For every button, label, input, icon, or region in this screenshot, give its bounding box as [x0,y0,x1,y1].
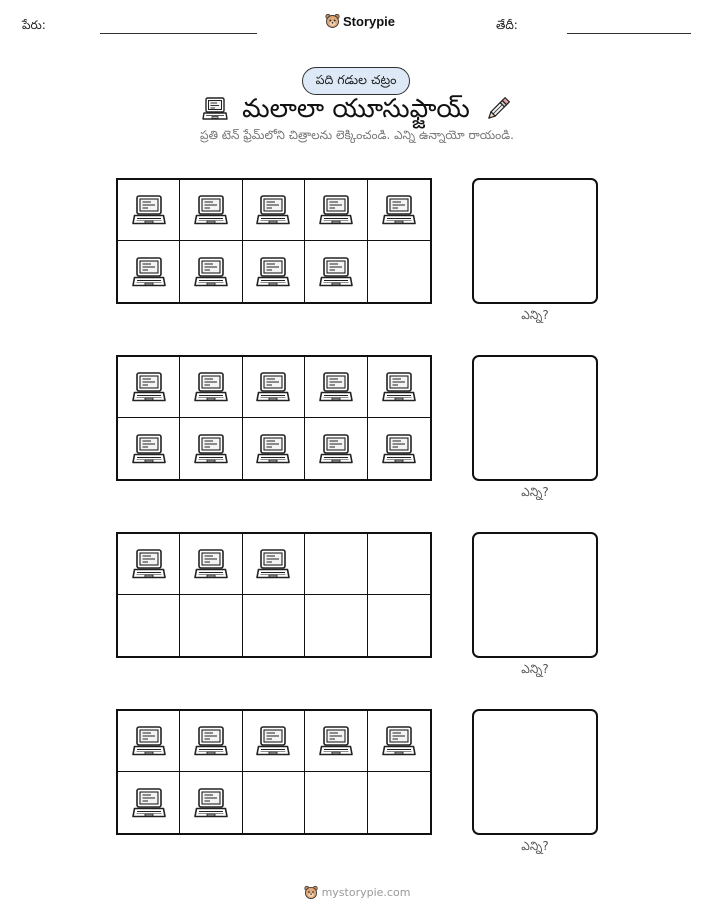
laptop-icon [132,432,166,466]
laptop-icon [256,547,290,581]
name-line [100,33,257,34]
answer-box[interactable] [472,178,598,304]
laptop-icon [256,724,290,758]
instructions: ప్రతి టెన్ ఫ్రేమ్‌లోని చిత్రాలను లెక్కించండి. ఎన్ని ఉన్నాయో రాయండి. [200,128,514,142]
laptop-icon [202,96,228,122]
answer-prompt: ఎన్ని? [521,308,549,322]
ten-frame-cell [368,595,430,656]
laptop-icon [256,193,290,227]
laptop-icon [132,724,166,758]
ten-frame-cell [118,418,180,479]
ten-frame-cell [180,534,242,595]
ten-frame-cell [305,595,367,656]
answer-box[interactable] [472,532,598,658]
laptop-icon [194,786,228,820]
date-label: తేదీ: [496,18,518,32]
laptop-icon [194,370,228,404]
ten-frame-cell [305,180,367,241]
ten-frame-cell [243,180,305,241]
ten-frame-cell [305,357,367,418]
ten-frame-cell [180,772,242,833]
ten-frame-cell [368,418,430,479]
pencil-icon [484,95,512,123]
ten-frame-cell [118,534,180,595]
answer-box[interactable] [472,355,598,481]
laptop-icon [132,547,166,581]
laptop-icon [256,432,290,466]
date-line [567,33,691,34]
ten-frame-cell [180,418,242,479]
laptop-icon [194,724,228,758]
laptop-icon [194,193,228,227]
storypie-mascot-icon [304,885,318,900]
footer [0,885,714,900]
laptop-icon [319,255,353,289]
laptop-icon [132,255,166,289]
answer-prompt: ఎన్ని? [521,839,549,853]
ten-frame-cell [305,772,367,833]
brand-name: Storypie [343,13,396,29]
ten-frame-cell [243,534,305,595]
laptop-icon [319,370,353,404]
ten-frame-cell [368,711,430,772]
ten-frame [116,532,432,658]
ten-frame-cell [243,418,305,479]
laptop-icon [382,432,416,466]
laptop-icon [194,255,228,289]
ten-frame-cell [180,711,242,772]
ten-frame-cell [180,357,242,418]
laptop-icon [256,370,290,404]
laptop-icon [382,193,416,227]
ten-frame-cell [368,180,430,241]
answer-box[interactable] [472,709,598,835]
answer-prompt: ఎన్ని? [521,485,549,499]
ten-frame-cell [243,711,305,772]
ten-frame-cell [118,595,180,656]
laptop-icon [382,724,416,758]
storypie-mascot-icon [325,13,340,29]
ten-frame-cell [243,772,305,833]
laptop-icon [194,547,228,581]
laptop-icon [382,370,416,404]
name-label: పేరు: [22,18,46,32]
laptop-icon [132,370,166,404]
ten-frame [116,355,432,481]
laptop-icon [256,255,290,289]
ten-frame-cell [305,418,367,479]
laptop-icon [132,193,166,227]
laptop-icon [132,786,166,820]
laptop-icon [194,432,228,466]
ten-frame-cell [180,180,242,241]
ten-frame-cell [368,772,430,833]
ten-frame-cell [118,241,180,302]
ten-frame-cell [118,772,180,833]
ten-frame-cell [305,711,367,772]
ten-frame-cell [305,241,367,302]
ten-frame-cell [118,357,180,418]
title-row [0,88,714,130]
footer-url[interactable]: mystorypie.com [321,886,411,899]
ten-frame-cell [243,595,305,656]
ten-frame-cell [118,711,180,772]
ten-frame-cell [368,534,430,595]
ten-frame-cell [180,241,242,302]
worksheet-type-pill: పది గడుల చట్రం [302,67,410,95]
laptop-icon [319,193,353,227]
ten-frame-cell [243,357,305,418]
answer-prompt: ఎన్ని? [521,662,549,676]
ten-frame-cell [118,180,180,241]
laptop-icon [319,724,353,758]
worksheet-title: మలాలా యూసుఫ్జాయ్ [242,94,470,124]
brand-logo [325,13,395,29]
ten-frame-cell [305,534,367,595]
ten-frame-cell [180,595,242,656]
ten-frame [116,709,432,835]
ten-frame-cell [243,241,305,302]
ten-frame [116,178,432,304]
laptop-icon [319,432,353,466]
ten-frame-cell [368,357,430,418]
ten-frame-cell [368,241,430,302]
